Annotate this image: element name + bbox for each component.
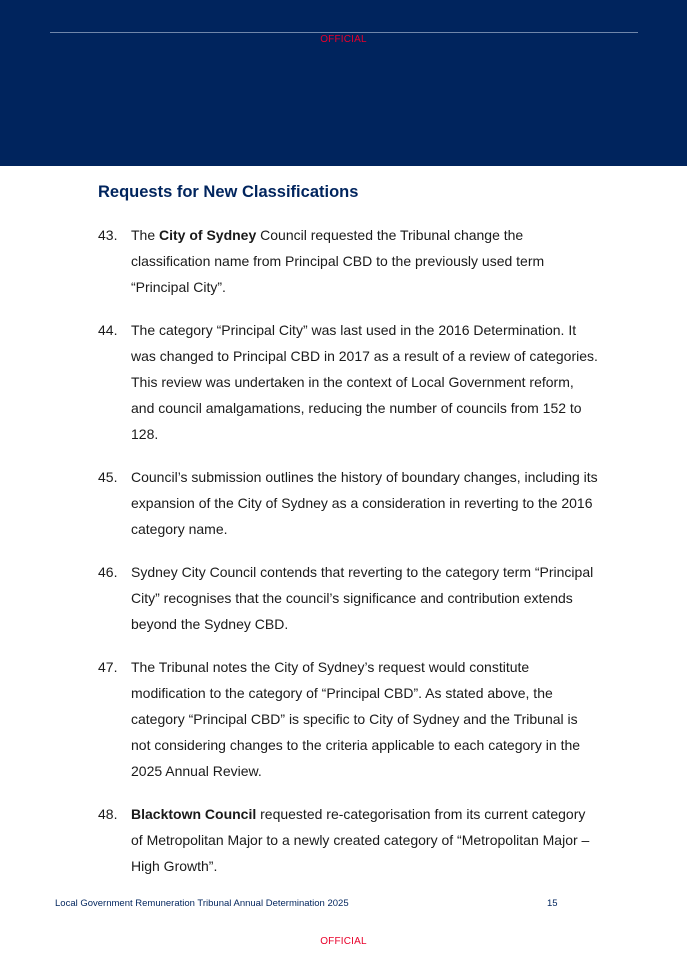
paragraph-48 bbox=[98, 801, 598, 879]
paragraph-text: The category “Principal City” was last used in the 2016 Determination. It was changed to Principal CBD in 2017 as a result of a review of categories. This review was undertaken in the context of Local Government reform, and council amalgamations, reducing the number of councils from 152 to 128. bbox=[131, 322, 598, 442]
paragraph-text: The City of Sydney Council requested the Tribunal change the classification name from Principal CBD to the previously used term “Principal City”. bbox=[131, 227, 545, 295]
paragraph-text: Blacktown Council requested re-categorisation from its current category of Metropolitan Major to a newly created category of “Metropolitan Major – High Growth”. bbox=[131, 806, 590, 874]
paragraph-number: 45. bbox=[98, 469, 118, 485]
classification-marking-top: OFFICIAL bbox=[320, 34, 367, 45]
paragraph-47 bbox=[98, 654, 598, 784]
paragraph-text: The Tribunal notes the City of Sydney’s request would constitute modification to the category of “Principal CBD”. As stated above, the category “Principal CBD” is specific to City of Sydney and the Tribunal is not considering changes to the criteria applicable to each category in the 2025 Annual Review. bbox=[131, 659, 581, 779]
paragraph-number: 47. bbox=[98, 659, 118, 675]
paragraph-44 bbox=[98, 317, 598, 447]
paragraph-45 bbox=[98, 464, 598, 542]
paragraph-43 bbox=[98, 222, 598, 300]
page-number: 15 bbox=[547, 898, 558, 909]
paragraph-text: Council’s submission outlines the history of boundary changes, including its expansion of the City of Sydney as a consideration in reverting to the 2016 category name. bbox=[131, 469, 598, 537]
paragraph-number: 48. bbox=[98, 806, 118, 822]
paragraph-list bbox=[98, 222, 598, 896]
paragraph-number: 44. bbox=[98, 322, 118, 338]
classification-marking-bottom: OFFICIAL bbox=[320, 936, 367, 947]
footer-title: Local Government Remuneration Tribunal Annual Determination 2025 bbox=[55, 898, 349, 909]
paragraph-46 bbox=[98, 559, 598, 637]
header-banner bbox=[0, 0, 687, 166]
emphasis: Blacktown Council bbox=[131, 806, 257, 822]
section-heading: Requests for New Classifications bbox=[98, 183, 359, 201]
header-rule bbox=[50, 32, 638, 33]
paragraph-text: Sydney City Council contends that reverting to the category term “Principal City” recognises that the council’s significance and contribution extends beyond the Sydney CBD. bbox=[131, 564, 594, 632]
emphasis: City of Sydney bbox=[159, 227, 257, 243]
paragraph-number: 43. bbox=[98, 227, 118, 243]
paragraph-number: 46. bbox=[98, 564, 118, 580]
